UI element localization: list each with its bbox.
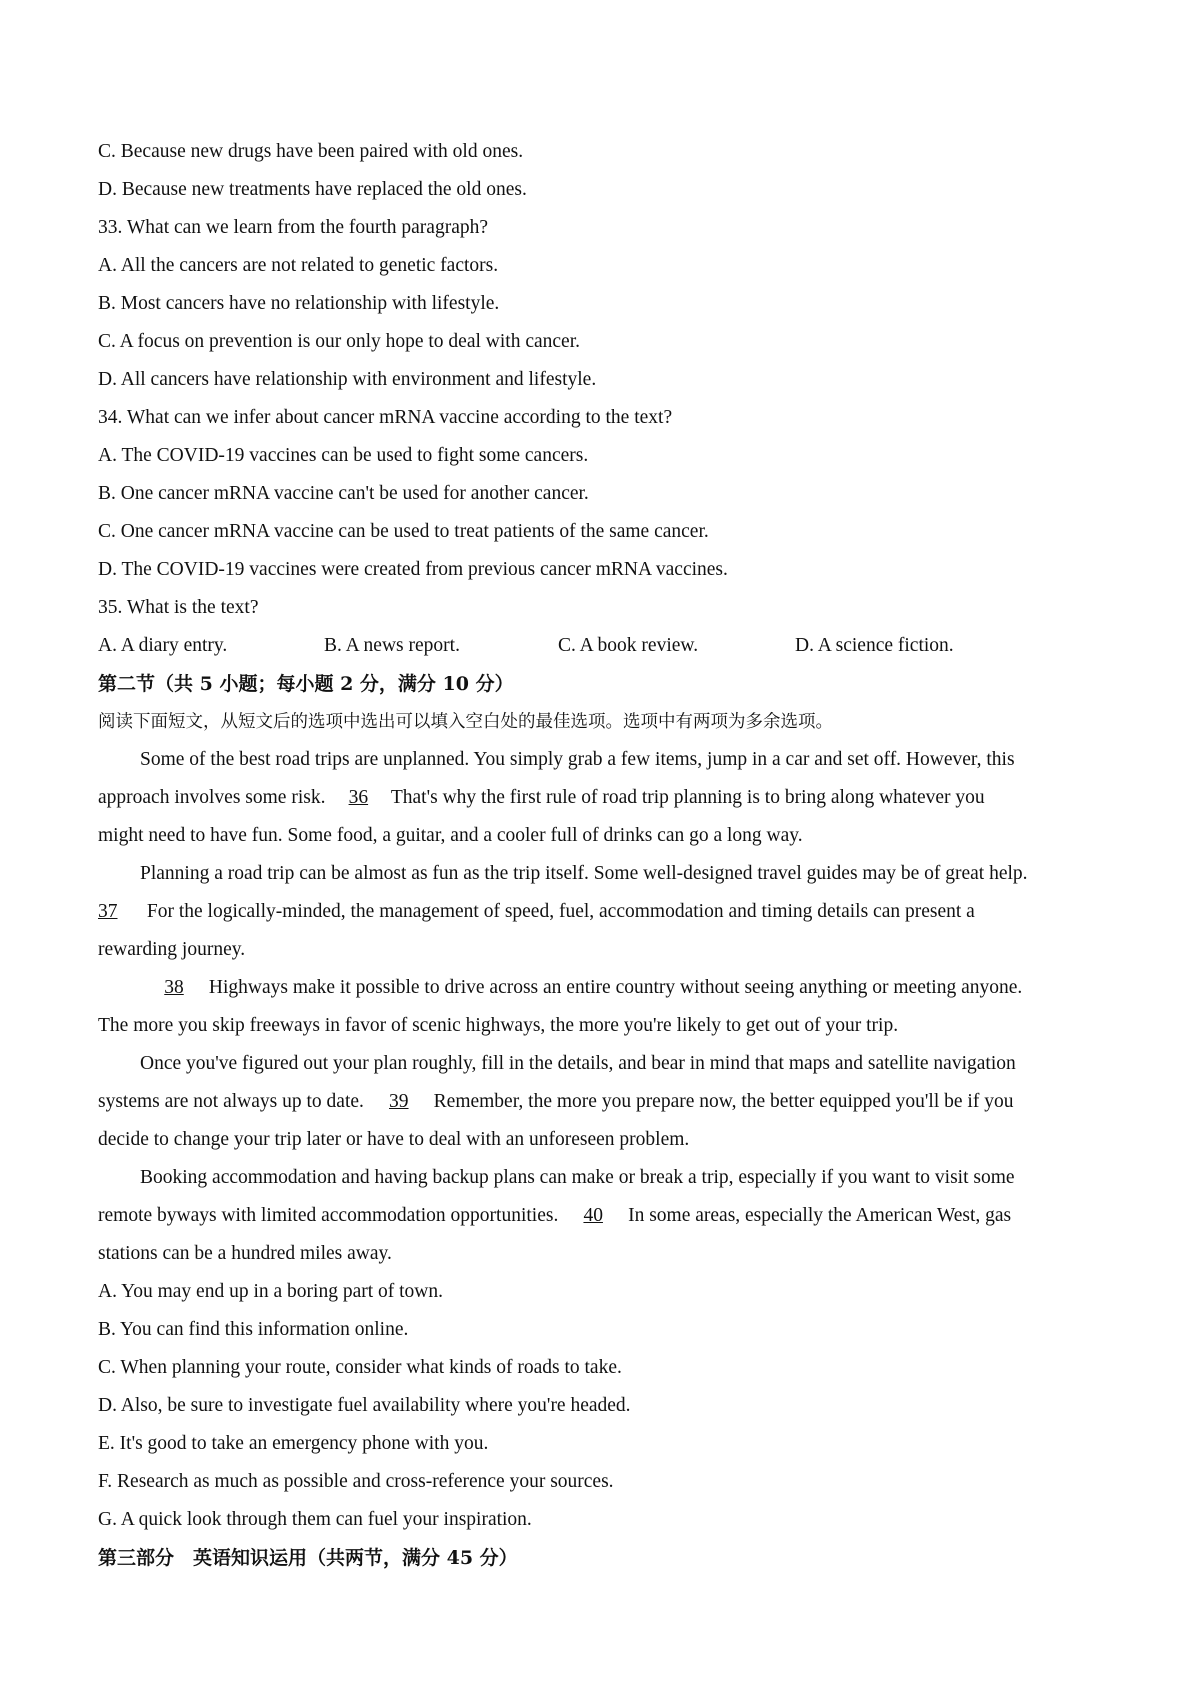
q33-option-a: A. All the cancers are not related to genetic factors. [98, 255, 499, 276]
q33-stem: 33. What can we learn from the fourth paragraph? [98, 217, 489, 238]
q32-option-d: D. Because new treatments have replaced the old ones. [98, 179, 527, 200]
option-f: F. Research as much as possible and cross-reference your sources. [98, 1471, 614, 1492]
q34-option-b: B. One cancer mRNA vaccine can't be used for another cancer. [98, 483, 589, 504]
q35-stem: 35. What is the text? [98, 597, 259, 618]
blank-36: 36 [348, 787, 369, 808]
passage-p1-line1: Some of the best road trips are unplanned. You simply grab a few items, jump in a car and set off. However, this [140, 749, 1015, 770]
option-d: D. Also, be sure to investigate fuel availability where you're headed. [98, 1395, 631, 1416]
q35-option-b: B. A news report. [324, 635, 460, 656]
q33-option-b: B. Most cancers have no relationship with lifestyle. [98, 293, 500, 314]
blank-37: 37 [98, 901, 118, 922]
passage-text: systems are not always up to date. [98, 1091, 364, 1112]
q33-option-c: C. A focus on prevention is our only hope to deal with cancer. [98, 331, 580, 352]
q35-options [98, 634, 998, 658]
option-a: A. You may end up in a boring part of town. [98, 1281, 444, 1302]
passage-text: In some areas, especially the American West, gas [628, 1205, 1012, 1226]
option-b: B. You can find this information online. [98, 1319, 409, 1340]
passage-p1-line3: might need to have fun. Some food, a guitar, and a cooler full of drinks can go a long way. [98, 825, 803, 846]
passage-p5-line1: Booking accommodation and having backup plans can make or break a trip, especially if you want to visit some [140, 1167, 1015, 1188]
passage-text: approach involves some risk. [98, 787, 326, 808]
q34-stem: 34. What can we infer about cancer mRNA vaccine according to the text? [98, 407, 673, 428]
passage-text: For the logically-minded, the management of speed, fuel, accommodation and timing details can present a [146, 901, 975, 922]
passage-p4-line3: decide to change your trip later or have to deal with an unforeseen problem. [98, 1129, 690, 1150]
blank-38: 38 [164, 977, 184, 998]
section2-heading: 第二节（共 5 小题；每小题 2 分，满分 10 分） [98, 673, 514, 695]
q34-option-a: A. The COVID-19 vaccines can be used to fight some cancers. [98, 445, 589, 466]
option-c: C. When planning your route, consider what kinds of roads to take. [98, 1357, 622, 1378]
passage-p4-line1: Once you've figured out your plan roughly, fill in the details, and bear in mind that maps and satellite navigation [140, 1053, 1016, 1074]
option-g: G. A quick look through them can fuel your inspiration. [98, 1509, 532, 1530]
q35-option-c: C. A book review. [558, 635, 699, 656]
passage-text: Highways make it possible to drive across an entire country without seeing anything or meeting anyone. [208, 977, 1023, 998]
passage-p2-line3: rewarding journey. [98, 939, 246, 960]
passage-p4-line2 [98, 1090, 1013, 1114]
passage-text: That's why the first rule of road trip planning is to bring along whatever you [390, 787, 985, 808]
q32-option-c: C. Because new drugs have been paired with old ones. [98, 141, 524, 162]
passage-p1-line2 [98, 786, 985, 810]
q35-option-a: A. A diary entry. [98, 635, 228, 656]
passage-p5-line3: stations can be a hundred miles away. [98, 1243, 392, 1264]
q33-option-d: D. All cancers have relationship with environment and lifestyle. [98, 369, 597, 390]
passage-p5-line2 [98, 1204, 1011, 1228]
blank-39: 39 [389, 1091, 409, 1112]
q34-option-c: C. One cancer mRNA vaccine can be used to treat patients of the same cancer. [98, 521, 709, 542]
passage-text: Remember, the more you prepare now, the better equipped you'll be if you [433, 1091, 1014, 1112]
passage-p2-line2 [98, 900, 975, 924]
passage-p2-line1: Planning a road trip can be almost as fun as the trip itself. Some well-designed travel guides may be of great help. [140, 863, 1028, 884]
part3-heading: 第三部分 英语知识运用（共两节，满分 45 分） [98, 1547, 518, 1569]
passage-p3-line1 [152, 976, 1022, 1000]
q34-option-d: D. The COVID-19 vaccines were created from previous cancer mRNA vaccines. [98, 559, 728, 580]
passage-p3-line2: The more you skip freeways in favor of scenic highways, the more you're likely to get out of your trip. [98, 1015, 899, 1036]
section2-instruction: 阅读下面短文，从短文后的选项中选出可以填入空白处的最佳选项。选项中有两项为多余选项。 [98, 712, 833, 732]
option-e: E. It's good to take an emergency phone with you. [98, 1433, 489, 1454]
blank-40: 40 [583, 1205, 603, 1226]
q35-option-d: D. A science fiction. [795, 635, 954, 656]
passage-text: remote byways with limited accommodation opportunities. [98, 1205, 559, 1226]
